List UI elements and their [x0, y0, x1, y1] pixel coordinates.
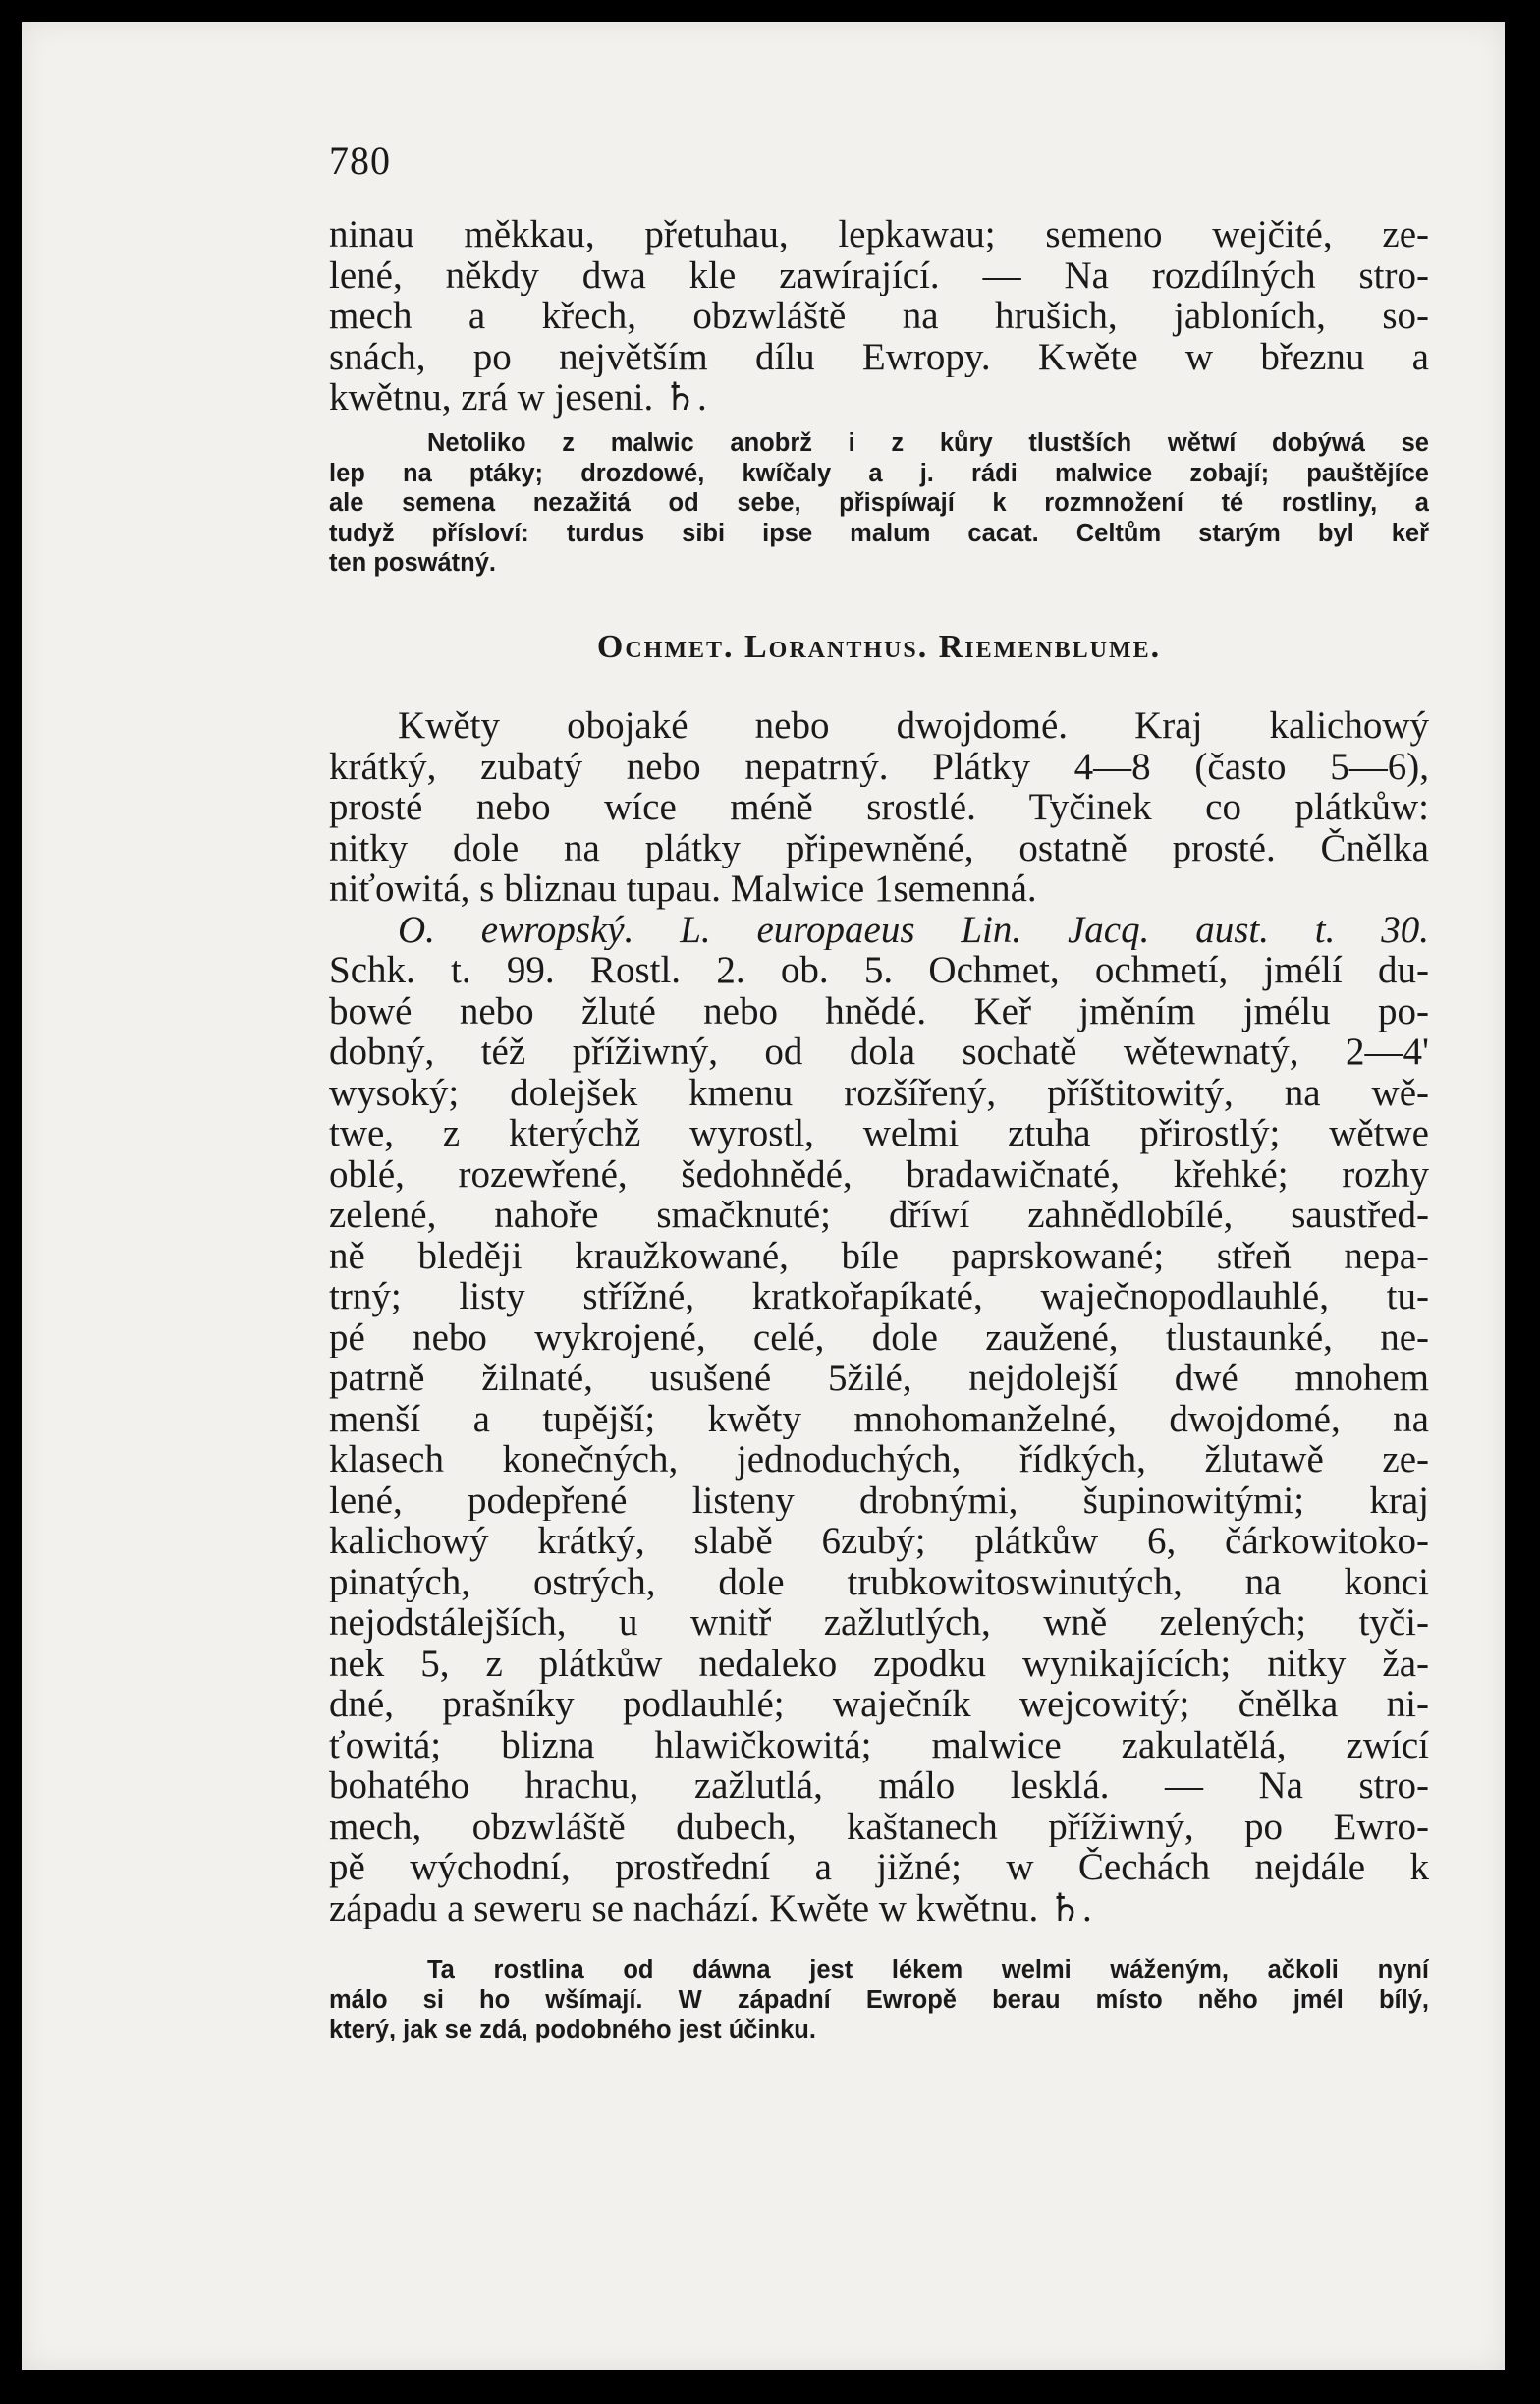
text-line: trný; listy střížné, kratkořapíkaté, waječnopodlauhlé, tu- [329, 1276, 1429, 1317]
text-line: lené, někdy dwa kle zawírající. — Na rozdílných stro- [329, 254, 1429, 296]
text-line: dné, prašníky podlauhlé; waječník wejcowitý; čnělka ni- [329, 1684, 1429, 1725]
text-line: pinatých, ostrých, dole trubkowitoswinutých, na konci [329, 1561, 1429, 1602]
text-line: bowé nebo žluté nebo hnědé. Keř jměním jmélu po- [329, 990, 1429, 1032]
text-line: patrně žilnaté, usušené 5žilé, nejdolejší dwé mnohem [329, 1358, 1429, 1399]
note-line: Ta rostlina od dáwna jest lékem welmi wáženým, ačkoli nyní [427, 1956, 1429, 1984]
text-line: snách, po největším dílu Ewropy. Kwěte w březnu a [329, 336, 1429, 377]
text-line: pé nebo wykrojené, celé, dole zaužené, tlustaunké, ne- [329, 1316, 1429, 1358]
text-block-ochmet [329, 705, 1429, 1929]
text-line: dobný, též přížiwný, od dola sochatě wětewnatý, 2—4' [329, 1032, 1429, 1073]
text-block-malwice-continuation [329, 214, 1429, 419]
text-line: nitky dole na plátky připewněné, ostatně prosté. Čnělka [329, 827, 1429, 868]
text-line: klasech konečných, jednoduchých, řídkých, žlutawě ze- [329, 1439, 1429, 1481]
text-line: mech, obzwláště dubech, kaštanech přížiwný, po Ewro- [329, 1806, 1429, 1847]
text-line: wysoký; dolejšek kmenu rozšířený, příštitowitý, na wě- [329, 1072, 1429, 1113]
text-line: krátký, zubatý nebo nepatrný. Plátky 4—8 (často 5—6), [329, 746, 1429, 787]
section-heading: Ochmet. Loranthus. Riemenblume. [596, 629, 1162, 665]
text-line: mech a křech, obzwláště na hrušich, jabloních, so- [329, 296, 1429, 337]
note-line: tudyž přísloví: turdus sibi ipse malum cacat. Celtům starým byl keř [329, 519, 1429, 547]
note-line: lep na ptáky; drozdowé, kwíčaly a j. rádi malwice zobají; pauštějíce [329, 459, 1429, 487]
text-line: lené, podepřené listeny drobnými, šupinowitými; kraj [329, 1480, 1429, 1521]
text-line: menší a tupější; kwěty mnohomanželné, dwojdomé, na [329, 1398, 1429, 1439]
text-line: pě wýchodní, prostřední a jižné; w Čechách nejdále k [329, 1847, 1429, 1888]
text-line: ťowitá; blizna hlawičkowitá; malwice zakulatělá, zwící [329, 1724, 1429, 1765]
text-line: Schk. t. 99. Rostl. 2. ob. 5. Ochmet, ochmetí, jmélí du- [329, 950, 1429, 991]
text-line: kalichowý krátký, slabě 6zubý; plátkůw 6, čárkowitoko- [329, 1521, 1429, 1562]
note-line: ten poswátný. [329, 549, 497, 577]
text-line: ninau měkkau, přetuhau, lepkawau; semeno wejčité, ze- [329, 214, 1429, 255]
note-line: málo si ho wšímají. W západní Ewropě berau místo něho jmél bílý, [329, 1985, 1429, 2014]
text-line: O. ewropský. L. europaeus Lin. Jacq. aust. t. 30. [398, 909, 1429, 950]
page-number: 780 [329, 139, 391, 183]
note-line: který, jak se zdá, podobného jest účinku. [329, 2016, 816, 2043]
text-line: Kwěty obojaké nebo dwojdomé. Kraj kalichowý [398, 705, 1429, 747]
text-line: západu a sewеru se nachází. Kwěte w kwětnu. ♄. [329, 1887, 1092, 1929]
text-line: ně bleději kraužkowané, bíle paprskowané; střeň nepa- [329, 1235, 1429, 1276]
text-line: zelené, nahoře smačknuté; dříwí zahnědlobílé, saustřed- [329, 1195, 1429, 1236]
text-line: prosté nebo wíce méně srostlé. Tyčinek co plátkůw: [329, 787, 1429, 828]
text-line: nejodstálejších, u wnitř zažlutlých, wně zelených; tyči- [329, 1602, 1429, 1644]
text-line: kwětnu, zrá w jeseni. ♄. [329, 377, 707, 419]
footnote-block-lek [329, 1955, 1429, 2045]
text-line: niťowitá, s bliznau tupau. Malwice 1semenná. [329, 868, 1037, 910]
text-line: bohatého hrachu, zažlutlá, málo lesklá. — Na stro- [329, 1765, 1429, 1807]
section-heading-ochmet [329, 629, 1429, 666]
footnote-block-lep [329, 428, 1429, 579]
text-line: nek 5, z plátkůw nedaleko zpodku wynikajících; nitky ža- [329, 1643, 1429, 1684]
text-line: oblé, rozewřené, šedohnědé, bradawičnaté, křehké; rozhy [329, 1153, 1429, 1195]
note-line: ale semena nezažitá od sebe, přispíwají k rozmnožení té rostliny, a [329, 489, 1429, 517]
text-line: twe, z kterýchž wyrostl, welmi ztuha přirostlý; wětwe [329, 1113, 1429, 1154]
note-line: Netoliko z malwic anobrž i z kůry tlustších wětwí dobýwá se [427, 429, 1429, 457]
